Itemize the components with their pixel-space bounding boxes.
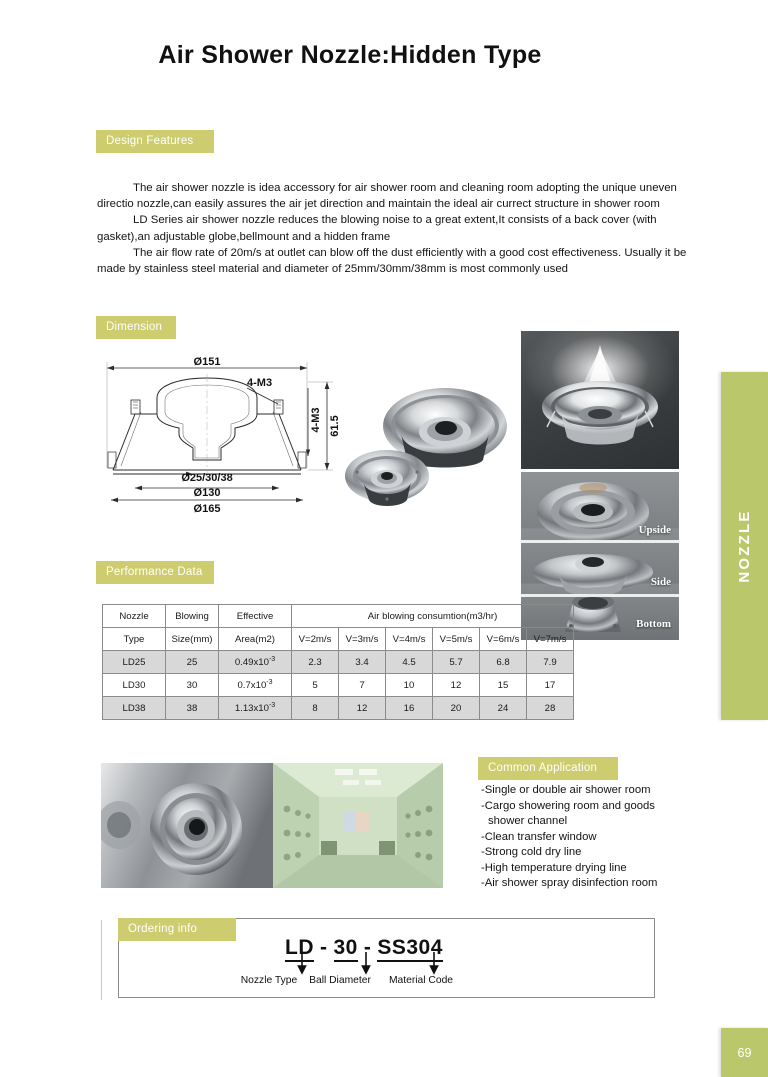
- header-effective: Effective: [219, 605, 292, 628]
- dim-label-bore: Ø25/30/38: [181, 472, 233, 484]
- cell-area-mantissa: 1.13x10: [234, 703, 269, 715]
- header-type: Type: [103, 628, 166, 651]
- hero-nozzle-illustration: [521, 331, 679, 469]
- dim-label-mid-diameter: Ø130: [193, 487, 221, 499]
- cell-v2: 2.3: [292, 651, 339, 674]
- performance-data-table: [102, 604, 574, 720]
- cell-v4: 10: [386, 674, 433, 697]
- list-item: -Cargo showering room and goods: [481, 799, 655, 812]
- header-v6: V=6m/s: [480, 628, 527, 651]
- list-item: -Strong cold dry line: [481, 846, 582, 858]
- list-item: -Air shower spray disinfection room: [481, 877, 658, 889]
- list-item-continuation: shower channel: [488, 815, 568, 827]
- cell-size: 30: [166, 674, 219, 697]
- dim-label-thread-top: 4-M3: [247, 377, 273, 389]
- table-header-row-2: [103, 628, 574, 651]
- ordering-code-part-ball-diameter: 30: [334, 936, 358, 962]
- section-badge-ordering-info: Ordering info: [118, 918, 236, 941]
- list-item: -Single or double air shower room: [481, 784, 651, 796]
- cell-size: 25: [166, 651, 219, 674]
- dim-label-outer-diameter: Ø165: [193, 503, 221, 515]
- header-air-blowing-consumption: Air blowing consumtion(m3/hr): [292, 605, 574, 628]
- ordering-code-part-nozzle-type: LD: [285, 936, 314, 962]
- cell-v6: 15: [480, 674, 527, 697]
- design-paragraph-1: The air shower nozzle is idea accessory for air shower room and cleaning room adopting the unique uneven directio nozzle,can easily assures the air jet direction and maintain the ideal air currect structure in shower room: [97, 182, 677, 211]
- installed-nozzle-illustration: [101, 763, 273, 888]
- cell-v5: 20: [433, 697, 480, 720]
- list-item: -High temperature drying line: [481, 861, 627, 874]
- section-badge-design-features: Design Features: [96, 130, 214, 153]
- air-shower-room-illustration: [273, 763, 443, 888]
- product-photo-hero: [521, 331, 679, 469]
- ordering-code-part-material-code: SS304: [377, 936, 443, 962]
- ordering-separator-2: -: [363, 936, 372, 959]
- section-badge-common-application: Common Application: [478, 757, 618, 780]
- design-paragraph-3: The air flow rate of 20m/s at outlet can blow off the dust efficiently with a good cost effectiveness. Usually it be made by stainless steel material and diameter of 25mm/30mm/38mm is most commonly used: [97, 246, 687, 276]
- header-area-m2: Area(m2): [219, 628, 292, 651]
- view-label-bottom: Bottom: [636, 618, 671, 630]
- ordering-label-nozzle-type: Nozzle Type: [240, 975, 298, 986]
- header-v3: V=3m/s: [339, 628, 386, 651]
- list-item: -Clean transfer window: [481, 830, 597, 843]
- table-row: [103, 674, 574, 697]
- table-row: [103, 697, 574, 720]
- view-separator-2: [521, 594, 679, 597]
- view-label-side: Side: [650, 576, 671, 588]
- ordering-label-material-code: Material Code: [388, 975, 454, 986]
- cell-area: [219, 697, 292, 720]
- ordering-label-ball-diameter: Ball Diameter: [309, 975, 371, 986]
- section-badge-dimension: Dimension: [96, 316, 176, 339]
- common-application-list: [481, 783, 691, 892]
- dimension-drawing: [95, 348, 345, 518]
- cell-v5: 12: [433, 674, 480, 697]
- view-label-upside: Upside: [638, 524, 671, 536]
- design-paragraph-2: LD Series air shower nozzle reduces the blowing noise to a great extent,It consists of a back cover (with gasket),an adjustable globe,bellmount and a hidden frame: [97, 214, 657, 243]
- ordering-labels: [236, 975, 516, 986]
- ordering-arrows: [236, 952, 516, 976]
- header-size-mm: Size(mm): [166, 628, 219, 651]
- dim-label-height: 61.5: [329, 415, 341, 437]
- application-photo-air-shower-room: [273, 763, 443, 888]
- dimension-drawing-svg: [95, 348, 345, 518]
- cell-area-exponent: -3: [268, 655, 276, 663]
- cell-type: LD25: [103, 651, 166, 674]
- cell-type: LD38: [103, 697, 166, 720]
- cell-v6: 6.8: [480, 651, 527, 674]
- cell-v4: 16: [386, 697, 433, 720]
- cell-v5: 5.7: [433, 651, 480, 674]
- dim-label-thread-side: 4-M3: [310, 407, 322, 433]
- header-v4: V=4m/s: [386, 628, 433, 651]
- ordering-left-tick: [101, 920, 102, 1000]
- cell-v7: 7.9: [527, 651, 574, 674]
- section-badge-performance-data: Performance Data: [96, 561, 214, 584]
- header-v5: V=5m/s: [433, 628, 480, 651]
- cell-v3: 7: [339, 674, 386, 697]
- page-number-badge: 69: [721, 1028, 768, 1077]
- header-v7: V=7m/s: [527, 628, 574, 651]
- design-features-text: [97, 180, 689, 277]
- cell-area-mantissa: 0.49x10: [234, 657, 269, 669]
- table-row: [103, 651, 574, 674]
- cell-v2: 5: [292, 674, 339, 697]
- side-tab-nozzle[interactable]: [721, 372, 768, 720]
- cell-v3: 12: [339, 697, 386, 720]
- dim-label-top-diameter: Ø151: [193, 356, 221, 368]
- cell-size: 38: [166, 697, 219, 720]
- cell-v3: 3.4: [339, 651, 386, 674]
- cell-area-exponent: -3: [266, 678, 273, 686]
- table-header-row-1: [103, 605, 574, 628]
- nozzle-pair-illustration: [345, 368, 515, 513]
- application-photo-installed-nozzle: [101, 763, 273, 888]
- cell-v7: 28: [527, 697, 574, 720]
- header-v2: V=2m/s: [292, 628, 339, 651]
- cell-area: [219, 674, 292, 697]
- cell-v4: 4.5: [386, 651, 433, 674]
- cell-v6: 24: [480, 697, 527, 720]
- product-photo-nozzle-pair: [345, 368, 515, 513]
- cell-area-exponent: -3: [268, 701, 276, 709]
- cell-area: [219, 651, 292, 674]
- cell-type: LD30: [103, 674, 166, 697]
- side-tab-label: NOZZLE: [736, 509, 753, 583]
- header-nozzle: Nozzle: [103, 605, 166, 628]
- header-blowing: Blowing: [166, 605, 219, 628]
- ordering-separator-1: -: [320, 936, 328, 959]
- cell-v7: 17: [527, 674, 574, 697]
- cell-area-mantissa: 0.7x10: [237, 680, 267, 692]
- cell-v2: 8: [292, 697, 339, 720]
- page-title: Air Shower Nozzle:Hidden Type: [158, 41, 542, 69]
- view-separator-1: [521, 540, 679, 543]
